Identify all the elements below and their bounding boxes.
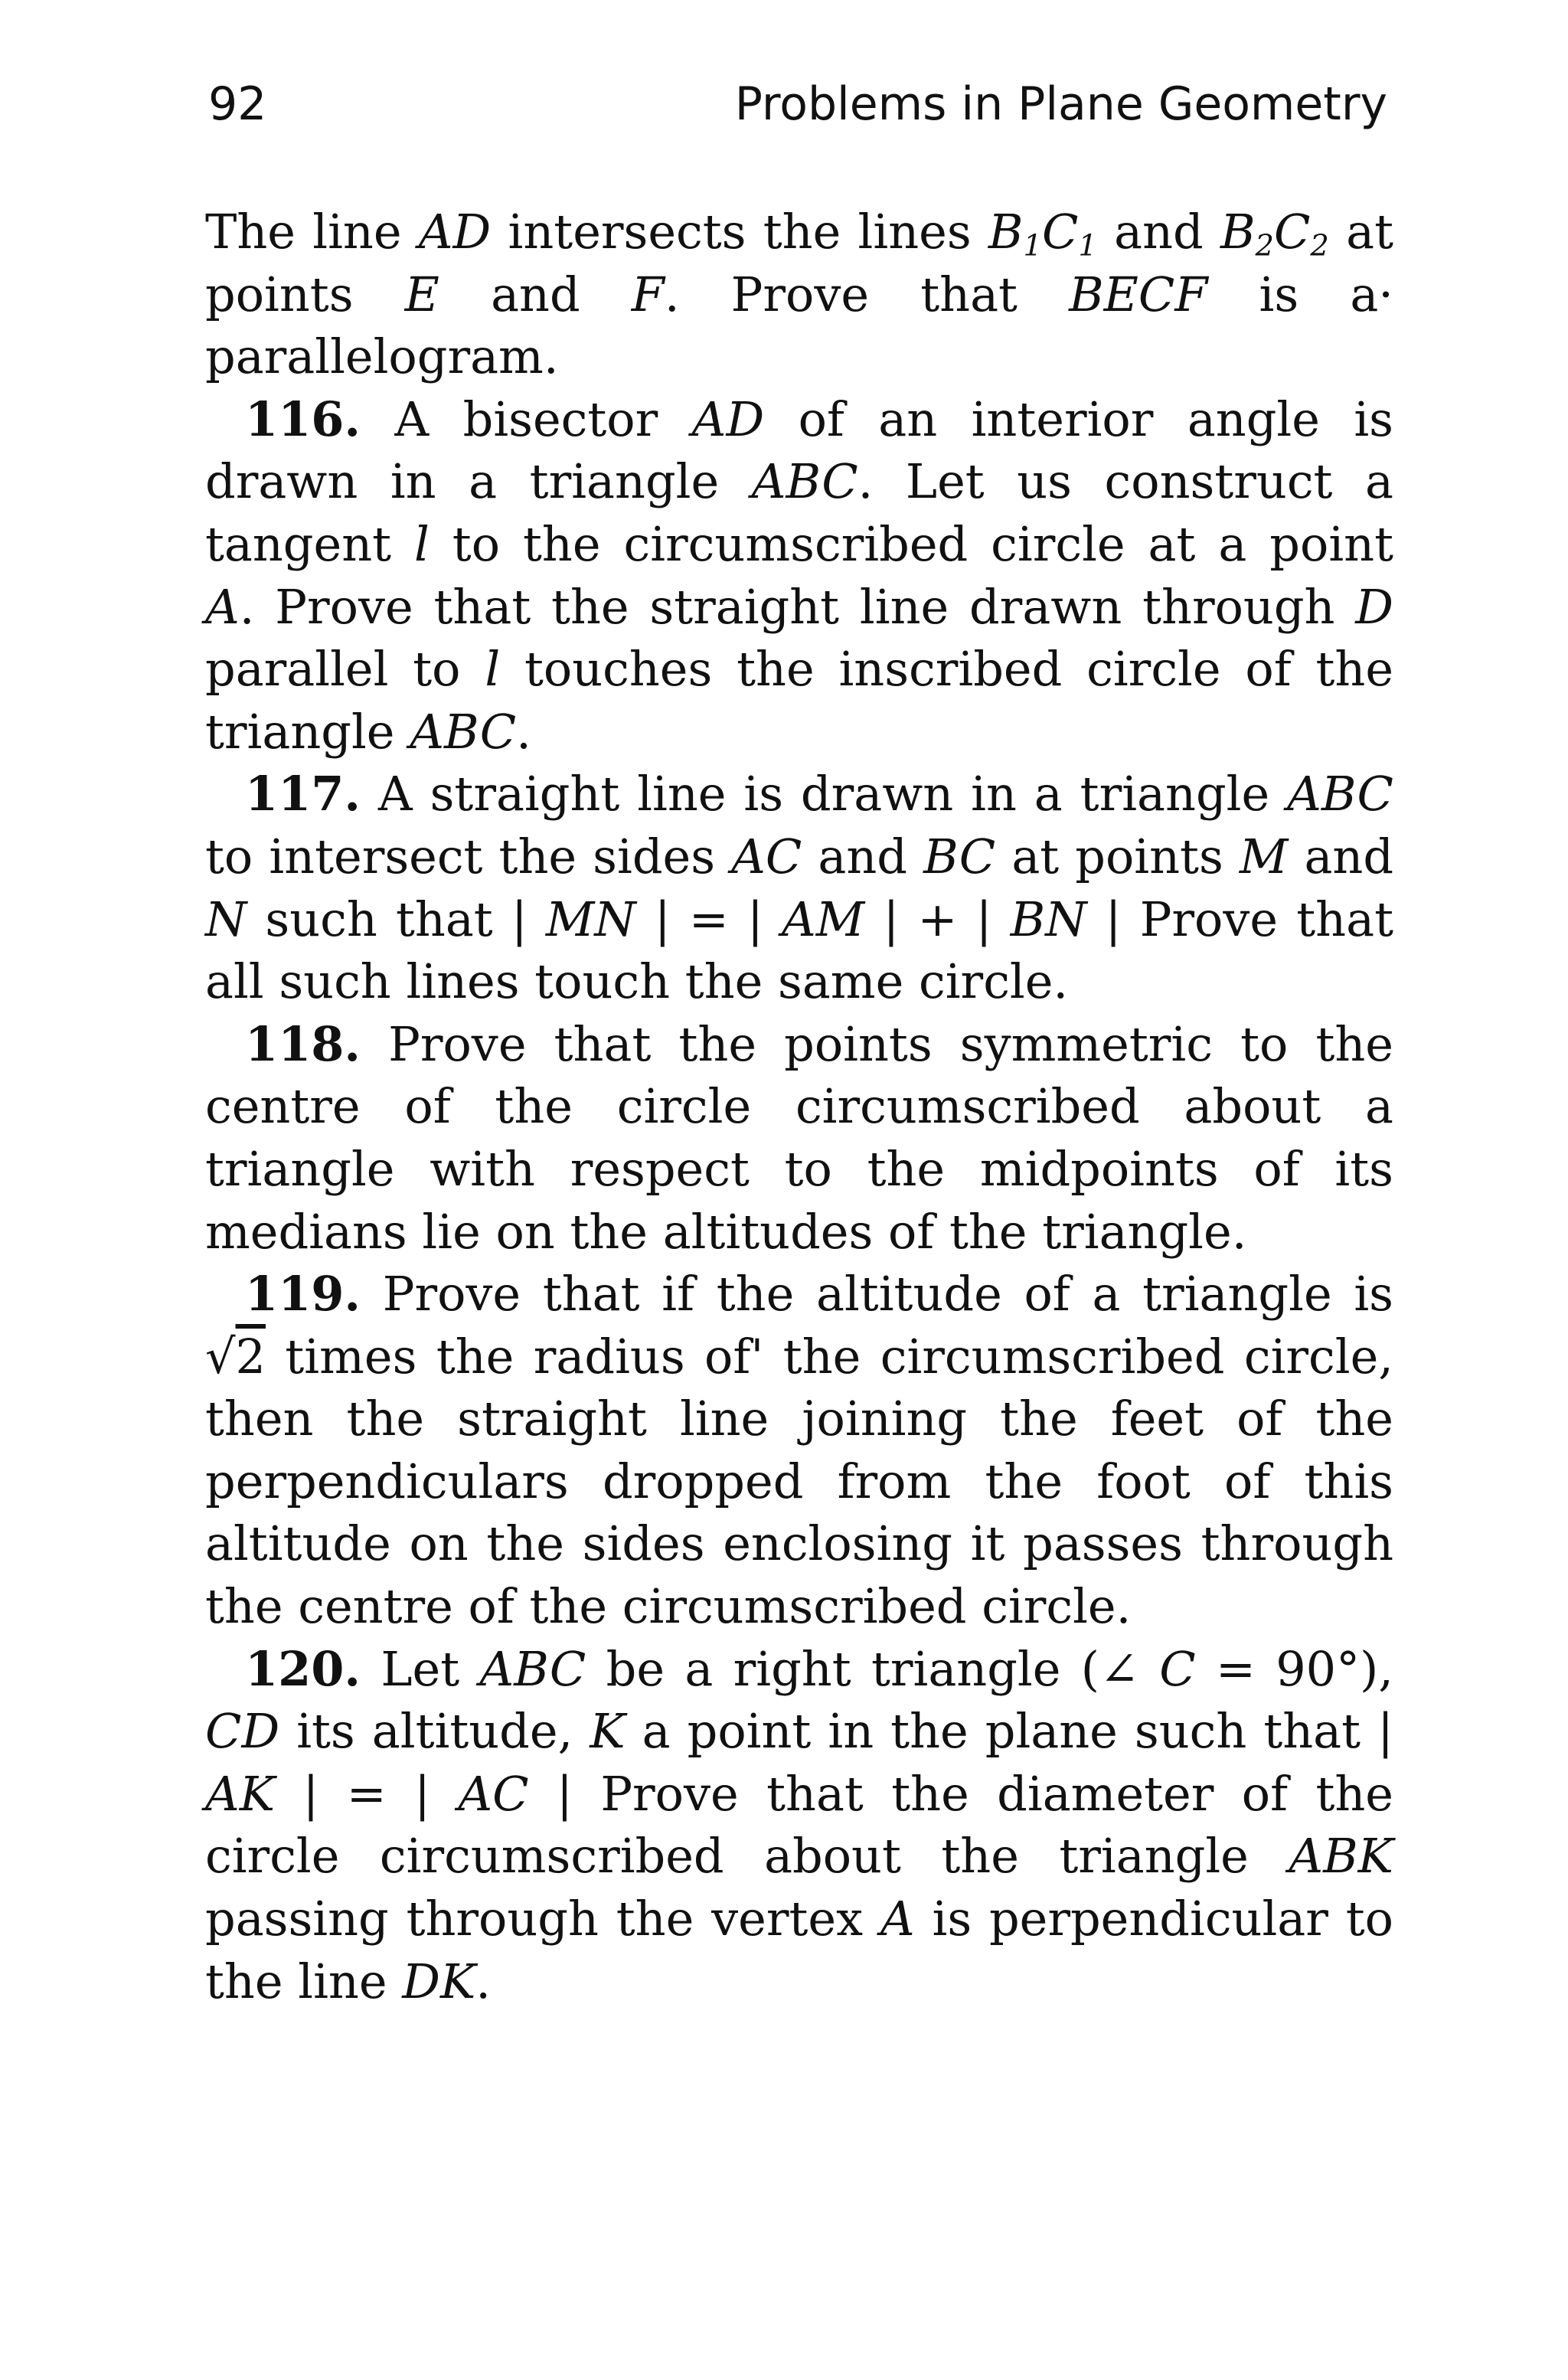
math-run: K bbox=[590, 1703, 626, 1760]
math-run: A bbox=[205, 578, 240, 635]
text-run: . bbox=[475, 1953, 491, 2009]
text-run: Prove that if the altitude of a triangle is bbox=[361, 1266, 1393, 1322]
text-run: and bbox=[439, 266, 632, 322]
problem-119 bbox=[205, 1263, 1393, 1638]
problem-117 bbox=[205, 763, 1393, 1012]
math-run: AC bbox=[731, 828, 802, 884]
text-run: of an interior angle is drawn in a triangle bbox=[205, 391, 1393, 510]
problem-number: 117. bbox=[245, 766, 361, 822]
math-run: F bbox=[631, 266, 665, 322]
text-run: . Let us construct a tangent bbox=[205, 453, 1393, 572]
math-run: ∠ C bbox=[1099, 1640, 1196, 1697]
math-symbol: C bbox=[1273, 204, 1311, 260]
math-symbol: C bbox=[1041, 204, 1079, 260]
math-run: | AK | = | AC | bbox=[205, 1703, 1393, 1822]
radicand: 2 bbox=[235, 1328, 266, 1385]
math-run: ABC bbox=[479, 1640, 586, 1697]
text-run: a point in the plane such that bbox=[625, 1703, 1378, 1760]
math-run bbox=[988, 204, 1097, 263]
running-head bbox=[208, 74, 1387, 135]
math-run: CD bbox=[205, 1703, 280, 1760]
text-run: such that bbox=[247, 891, 511, 947]
text-run: The line bbox=[205, 204, 419, 260]
text-run: Prove that the diameter of the circle circumscribed about the triangle bbox=[205, 1765, 1393, 1885]
page-number: 92 bbox=[208, 77, 267, 131]
text-run: be a right triangle ( bbox=[586, 1640, 1099, 1697]
math-subscript: 2 bbox=[1310, 228, 1329, 263]
math-run: | MN | = | AM | + | BN | bbox=[511, 891, 1122, 947]
problem-120 bbox=[205, 1638, 1393, 2013]
text-run: Let bbox=[361, 1640, 480, 1697]
body-text bbox=[205, 201, 1393, 2012]
math-run: DK bbox=[402, 1953, 476, 2009]
math-run: ABK bbox=[1289, 1828, 1393, 1885]
math-subscript: 1 bbox=[1023, 228, 1042, 263]
text-run: and bbox=[1288, 828, 1394, 884]
problem-number: 116. bbox=[245, 391, 361, 447]
text-run: to the circumscribed circle at a point bbox=[429, 515, 1393, 572]
math-run: D bbox=[1355, 578, 1393, 635]
text-run: at points bbox=[995, 828, 1240, 884]
problem-number: 118. bbox=[245, 1015, 361, 1072]
math-run: ABC bbox=[410, 703, 517, 760]
text-run: is perpendicular to the line bbox=[205, 1891, 1393, 2009]
text-run: passing through the vertex bbox=[205, 1891, 880, 1947]
math-run: M bbox=[1239, 828, 1289, 884]
text-run: A straight line is drawn in a triangle bbox=[361, 766, 1288, 822]
problem-116 bbox=[205, 388, 1393, 763]
text-run: at points bbox=[205, 204, 1394, 322]
text-run: to intersect the sides bbox=[205, 828, 732, 884]
math-subscript: 1 bbox=[1078, 228, 1097, 263]
text-run: . Prove that the straight line drawn through bbox=[239, 578, 1356, 635]
problem-number: 119. bbox=[245, 1266, 361, 1322]
text-run: is a· parallelogram. bbox=[205, 266, 1393, 385]
math-run: ABC bbox=[751, 453, 858, 510]
text-run: Prove that the points symmetric to the centre of the circle circumscribed about a triangle with respect to the midpoints of its medians lie on the altitudes of the triangle. bbox=[205, 1015, 1393, 1260]
text-run: . Prove that bbox=[664, 266, 1070, 322]
math-run: AD bbox=[691, 391, 765, 447]
text-run: . bbox=[516, 703, 531, 760]
math-run: N bbox=[205, 891, 247, 947]
text-run: and bbox=[1096, 204, 1220, 260]
math-symbol: B bbox=[1220, 204, 1256, 260]
text-run: its altitude, bbox=[279, 1703, 590, 1760]
math-run: BECF bbox=[1069, 266, 1208, 322]
running-title: Problems in Plane Geometry bbox=[734, 77, 1387, 131]
math-run bbox=[1220, 204, 1329, 263]
problem-number: 120. bbox=[245, 1640, 361, 1697]
math-run: BC bbox=[923, 828, 996, 884]
math-run: ABC bbox=[1287, 766, 1393, 822]
text-run: parallel to bbox=[205, 641, 485, 698]
math-symbol: B bbox=[988, 204, 1024, 260]
square-root bbox=[205, 1329, 266, 1385]
math-subscript: 2 bbox=[1255, 228, 1274, 263]
text-run: times the radius of' the circumscribed circle, then the straight line joining the feet of the perpendiculars dropped from the foot of this altitude on the sides enclosing it passes through the centre of the circumscribed circle. bbox=[205, 1328, 1393, 1635]
math-run: A bbox=[880, 1891, 915, 1947]
problem-118 bbox=[205, 1013, 1393, 1263]
math-run: l bbox=[414, 515, 430, 572]
math-run: E bbox=[404, 266, 439, 322]
text-run: Prove that all such lines touch the same circle. bbox=[205, 891, 1393, 1010]
radical-sign-icon: √ bbox=[205, 1328, 236, 1385]
text-run: = 90°), bbox=[1195, 1640, 1393, 1697]
math-run: l bbox=[485, 641, 501, 698]
text-run: touches the inscribed circle of the triangle bbox=[205, 641, 1394, 760]
continuation-paragraph bbox=[205, 201, 1393, 388]
text-run: A bisector bbox=[361, 391, 692, 447]
text-run: and bbox=[802, 828, 924, 884]
text-run: intersects the lines bbox=[491, 204, 988, 260]
math-run: AD bbox=[418, 204, 492, 260]
